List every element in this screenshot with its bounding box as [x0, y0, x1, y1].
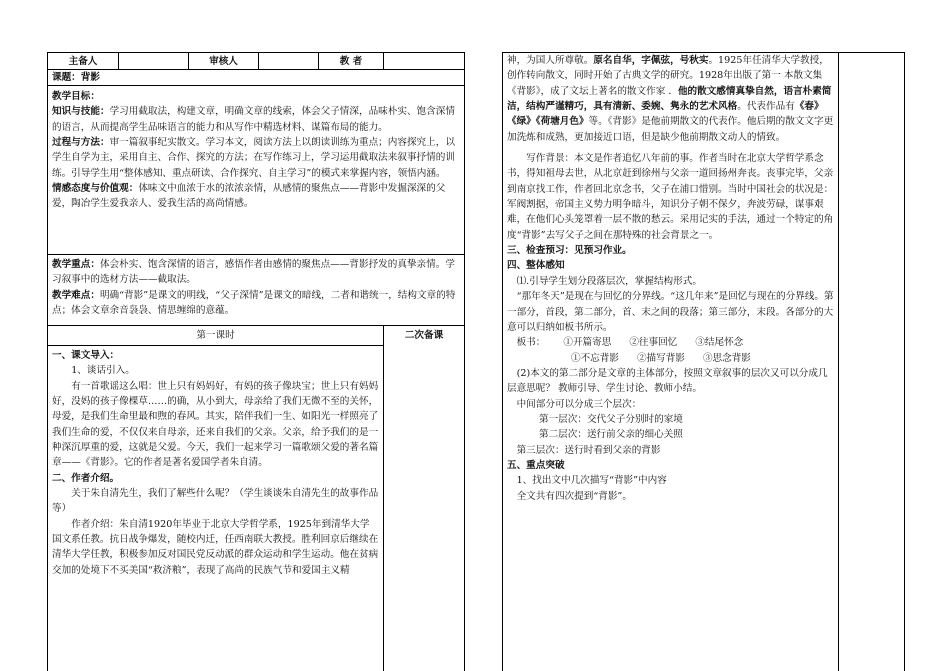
- focus-label: 教学重点：: [52, 259, 100, 270]
- breakthrough-heading: 五、重点突破: [507, 459, 565, 471]
- layer-3: 第三层次：送行时看到父亲的背影: [516, 444, 661, 456]
- second-prep-divider: [383, 325, 384, 671]
- breakthrough-1: 1、找出文中几次描写“背影”中内容: [516, 475, 667, 487]
- intro-heading: 一、课文导入：: [52, 350, 120, 361]
- breakthrough-2: 全文共有四次提到“背影”。: [516, 490, 632, 502]
- author-continued-c: 。1925年任清华大学教授，创作转向散文，同时开始了古典文学的研究。1928年出版了第一 本散文集《背影》，成了文坛上著名的散文作家 ．: [507, 55, 829, 97]
- board-item-5: ②描写背影: [636, 352, 685, 364]
- knowledge-text: 学习用截取法，构建文章，明确文章的线索，体会父子情深，品味朴实、饱含深情的语言，从而提高学生品味语言的能力和从写作中精选材料、谋篇布局的能力。: [52, 106, 455, 133]
- author-continued-a: 神，为国人所尊敬。: [507, 55, 594, 66]
- author-continued-g: 等。《背影》是他前期散文的代表作。他后期的散文文字更加洗炼和成熟，更加接近口语，但是缺少他前期散文动人的情致。: [507, 116, 834, 143]
- board-item-3: ③结尾怀念: [695, 337, 744, 349]
- author-works: 《春》《绿》《荷塘月色》: [507, 101, 824, 128]
- lesson-body-left: [48, 346, 383, 671]
- process-paragraph: [52, 135, 460, 181]
- overall-step-3: (2)本文的第二部分是文章的主体部分，按照文章叙事的层次又可以分成几层意思呢？ 教师引导、学生讨论、教师小结。: [507, 367, 828, 395]
- emotion-paragraph: [52, 181, 460, 212]
- difficulty-label: 教学难点：: [52, 289, 100, 301]
- author-continued-e: 。代表作品有: [737, 101, 795, 113]
- background-text: 写作背景：本文是作者追忆八年前的事。作者当时在北京大学哲学系念书，得知祖母去世，从北京赶到徐州与父亲一道回扬州奔丧。丧事完毕，父亲到南京找工作，作者回北京念书，父子在浦口惜别。当时中国社会的状况是：军阀割据，帝国主义势力明争暗斗，知识分子朝不保夕，奔波劳碌，谋事艰难，在他们心头笼罩着一层不散的愁云。采用记实的手法，通过一个特定的角度“背影”去写父子之间在那特殊的社会背景之一。: [507, 153, 834, 241]
- board-item-1: ①开篇寄思: [563, 337, 612, 349]
- emotion-text: 体味文中血浓于水的浓浓亲情，从感情的聚焦点——背影中发掘深深的父爱，陶冶学生爱我亲人、爱我生活的高尚情感。: [52, 183, 446, 210]
- author-text: 作者介绍：朱自清1920年毕业于北京大学哲学系，1925年到清华大学国文系任教。抗日战争爆发，随校内迁，任西南联大教授。胜利回京后继续在清华大学任教，积极参加反对国民党反动派的群众运动和学生运动。他在贫病交加的处境下不买美国“救济粮”，表现了高尚的民族气节和爱国主义精: [52, 518, 379, 576]
- intro-subheading: 1、谈话引入。: [71, 365, 135, 377]
- objectives-title: 教学目标：: [52, 91, 100, 102]
- board-item-6: ③思念背影: [702, 352, 751, 364]
- process-label: 过程与方法：: [52, 137, 110, 149]
- second-prep-label: 二次备课: [404, 330, 444, 341]
- period-title: 第一课时: [196, 330, 235, 341]
- knowledge-paragraph: [52, 104, 460, 135]
- author-style: 他的散文感情真挚自然，语言朴素简洁，结构严谨精巧，具有清新、委婉、隽永的艺术风格: [507, 85, 832, 113]
- author-continued: [507, 53, 834, 145]
- author-names: 原名自华，字佩弦，号秋实: [593, 55, 709, 66]
- process-text: 审一篇叙事纪实散文。学习本文，阅读方法上以朗读训练为重点；内容探究上，以学生自学为主，采用自主、合作、探究的方法；在写作练习上，学习运用截取法来叙事抒情的训练。引导学生用“整体感知、重点研读、合作探究、自主学习”的模式来掌握内容，领悟内涵。: [52, 137, 455, 179]
- author-question: 关于朱自清先生，我们了解些什么呢？（学生谈谈朱自清先生的故事作品等）: [52, 488, 379, 515]
- left-right-border: [464, 52, 465, 671]
- preparer-value: [119, 53, 188, 69]
- board-item-2: ②往事回忆: [629, 337, 678, 349]
- lesson-body-right: [503, 53, 838, 671]
- layer-1: 第一层次：交代父子分别时的家境: [539, 413, 683, 425]
- keypoints-section: [48, 255, 464, 325]
- author-heading: 二、作者介绍。: [52, 472, 120, 484]
- emotion-label: 情感态度与价值观：: [52, 183, 139, 195]
- difficulty-paragraph: [52, 288, 460, 319]
- overall-heading: 四、整体感知: [507, 260, 565, 272]
- right-second-prep-column: [839, 53, 904, 671]
- focus-paragraph: [52, 257, 460, 288]
- knowledge-label: 知识与技能：: [52, 106, 110, 118]
- board-row-1: [507, 335, 834, 350]
- topic: 课题：背影: [52, 72, 100, 83]
- board-label: 板书：: [516, 337, 546, 349]
- board-row-2: [507, 351, 834, 366]
- layer-2: 第二层次：送行前父亲的细心关照: [539, 429, 683, 441]
- objectives-section: [48, 86, 464, 254]
- reviewer-value: [259, 53, 318, 69]
- preview-heading: 三、检查预习：见预习作业。: [507, 245, 632, 257]
- teacher-value: [384, 53, 464, 69]
- intro-text: 有一首歌谣这么唱：世上只有妈妈好，有妈的孩子像块宝；世上只有妈妈好，没妈的孩子像棵草……的确，从小到大，母亲给了我们无微不至的关怀，母爱，是我们生命里最和煦的春风。其实，陪伴我们一生、如阳光一样照亮了我们生命的爱，不仅仅来自母亲，还来自我们的父亲。父亲，给予我们的是一种深沉厚重的爱，这就是父爱。今天，我们一起来学习一篇歌颂父爱的著名篇章——《背影》。它的作者是著名爱国学者朱自清。: [52, 380, 379, 469]
- reviewer-label: 审核人: [209, 56, 238, 67]
- teacher-label: 教 者: [339, 56, 363, 67]
- board-item-4: ①不忘背影: [571, 352, 619, 364]
- preparer-label: 主备人: [68, 56, 98, 67]
- layers-intro: 中间部分可以分成三个层次：: [516, 398, 642, 410]
- focus-text: 体会朴实、饱含深情的语言，感悟作者由感情的聚焦点——背影抒发的真挚亲情。学习叙事中的选材方法——截取法。: [52, 259, 455, 286]
- difficulty-text: 明确“背影”是课文的明线，“父子深情”是课文的暗线，二者和谐统一，结构文章的特点；体会文章余音袅袅、情思缠绵的意蕴。: [52, 289, 456, 317]
- overall-step-2: “那年冬天”是现在与回忆的分界线。“这几年来”是回忆与现在的分界线。第一部分，首段，第二部分，首、末之间的段落；第三部分，末段。各部分的大意可以归纳如板书所示。: [507, 291, 834, 333]
- right-right-border: [904, 52, 905, 671]
- overall-step-1: ⑴.引导学生划分段落层次，掌握结构形式。: [516, 275, 702, 287]
